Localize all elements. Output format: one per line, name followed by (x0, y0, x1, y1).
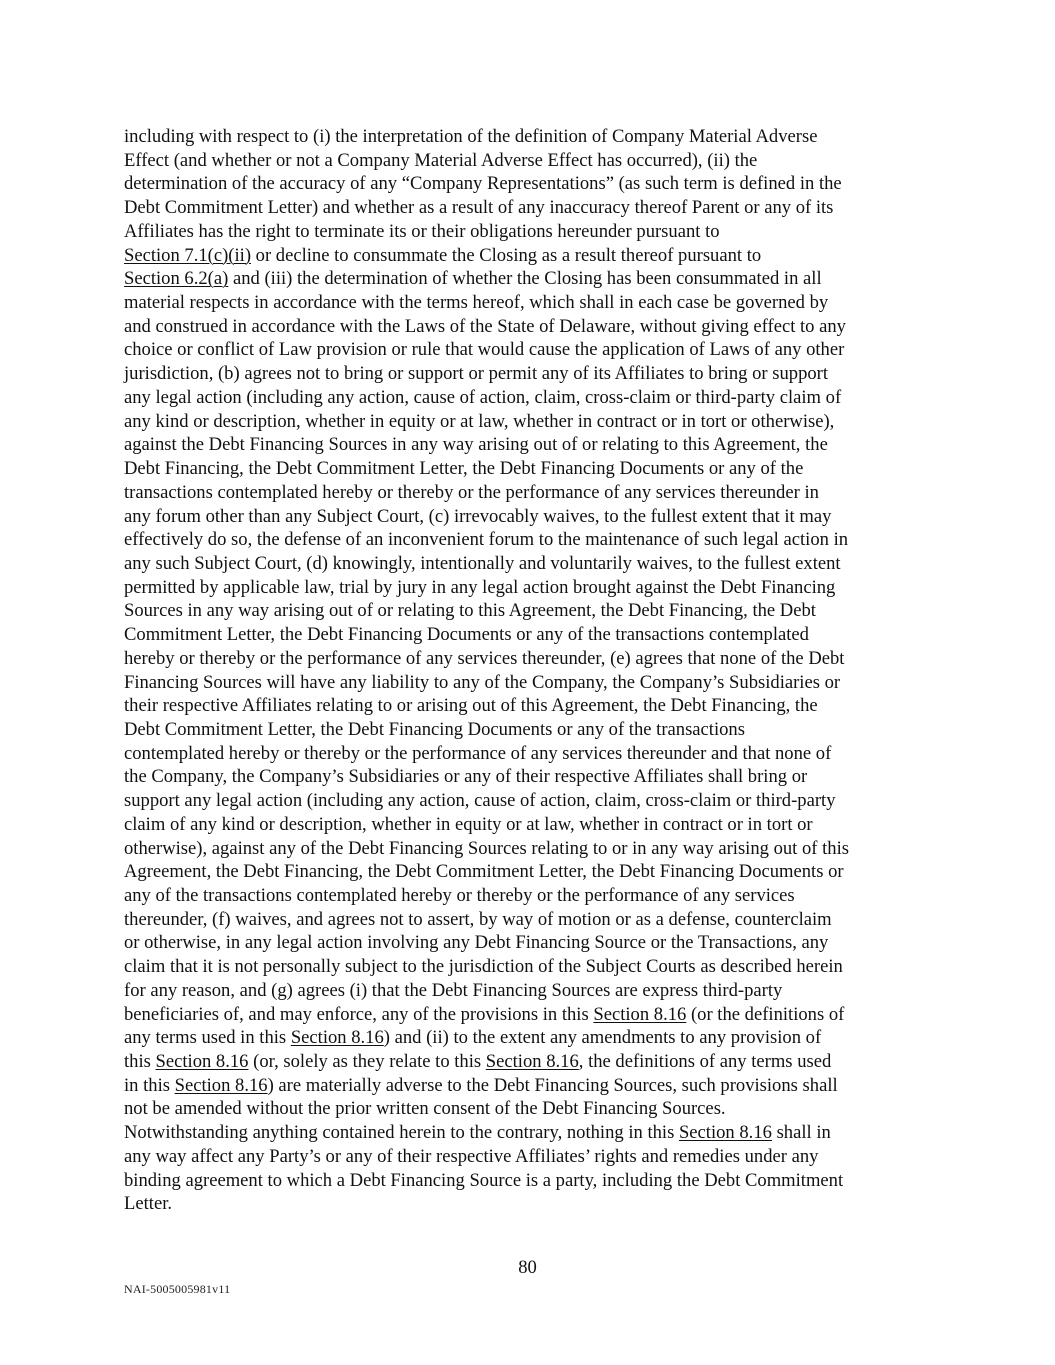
text-line (124, 742, 939, 766)
text-run: any kind or description, whether in equity or at law, whether in contract or in tort or otherwise), (124, 410, 835, 432)
text-line (124, 908, 939, 932)
text-run: binding agreement to which a Debt Financing Source is a party, including the Debt Commitment (124, 1169, 844, 1191)
text-line (124, 931, 939, 955)
text-line (124, 576, 939, 600)
text-line (124, 481, 939, 505)
text-line (124, 1097, 939, 1121)
text-run: Effect (and whether or not a Company Material Adverse Effect has occurred), (ii) the (124, 149, 758, 171)
text-line (124, 718, 939, 742)
text-run: for any reason, and (g) agrees (i) that the Debt Financing Sources are express third-party (124, 979, 783, 1001)
text-run: Debt Commitment Letter, the Debt Financing Documents or any of the transactions (124, 718, 745, 740)
text-run: permitted by applicable law, trial by jury in any legal action brought against the Debt Financing (124, 576, 836, 598)
text-run: (or, solely as they relate to this (248, 1051, 486, 1073)
text-line (124, 433, 939, 457)
text-run: any terms used in this (124, 1027, 291, 1049)
text-run: or decline to consummate the Closing as a result thereof pursuant to (251, 244, 762, 266)
text-line (124, 694, 939, 718)
text-line (124, 979, 939, 1003)
text-line (124, 528, 939, 552)
section-reference-link[interactable]: Section 8.16 (485, 1051, 579, 1073)
text-line (124, 552, 939, 576)
text-run: in this (124, 1074, 175, 1096)
text-run: choice or conflict of Law provision or rule that would cause the application of Laws of any other (124, 339, 845, 361)
body-paragraph (124, 125, 939, 1216)
text-run: support any legal action (including any action, cause of action, claim, cross-claim or third-party (124, 790, 836, 812)
text-run: otherwise), against any of the Debt Financing Sources relating to or in any way arising out of this (124, 837, 849, 859)
text-run: claim of any kind or description, whether in equity or at law, whether in contract or in tort or (124, 813, 813, 835)
text-line (124, 599, 939, 623)
text-line (124, 125, 939, 149)
text-line (124, 1026, 939, 1050)
text-line (124, 1192, 939, 1216)
text-line (124, 220, 939, 244)
text-run: Notwithstanding anything contained herein to the contrary, nothing in this (124, 1122, 679, 1144)
section-reference-link[interactable]: Section 8.16 (678, 1122, 772, 1144)
text-line (124, 291, 939, 315)
text-run: determination of the accuracy of any “Company Representations” (as such term is defined in the (124, 173, 842, 195)
text-run: claim that it is not personally subject to the jurisdiction of the Subject Courts as described herein (124, 956, 843, 978)
text-run: material respects in accordance with the terms hereof, which shall in each case be governed by (124, 292, 829, 314)
text-run: transactions contemplated hereby or thereby or the performance of any services thereunder in (124, 481, 819, 503)
text-run: Letter. (124, 1193, 173, 1215)
text-run: including with respect to (i) the interpretation of the definition of Company Material Adverse (124, 126, 818, 147)
text-run: their respective Affiliates relating to or arising out of this Agreement, the Debt Financing, the (124, 695, 818, 717)
text-run: ) are materially adverse to the Debt Financing Sources, such provisions shall (267, 1074, 838, 1096)
section-reference-link[interactable]: Section 7.1(c)(ii) (124, 244, 252, 266)
section-reference-link[interactable]: Section 6.2(a) (124, 268, 229, 290)
text-line (124, 765, 939, 789)
text-run: shall in (771, 1122, 831, 1144)
text-line (124, 813, 939, 837)
text-run: this (124, 1051, 156, 1073)
text-run: , the definitions of any terms used (578, 1051, 832, 1073)
text-run: thereunder, (f) waives, and agrees not to assert, by way of motion or as a defense, counterclaim (124, 908, 832, 930)
text-run: Debt Commitment Letter) and whether as a result of any inaccuracy thereof Parent or any of its (124, 197, 834, 219)
text-line (124, 884, 939, 908)
text-line (124, 1050, 939, 1074)
text-run: or otherwise, in any legal action involving any Debt Financing Source or the Transactions, any (124, 932, 829, 954)
text-line (124, 647, 939, 671)
text-run: any such Subject Court, (d) knowingly, intentionally and voluntarily waives, to the fullest extent (124, 552, 841, 574)
text-line (124, 172, 939, 196)
text-run: (or the definitions of (686, 1003, 845, 1025)
text-run: contemplated hereby or thereby or the performance of any services thereunder and that none of (124, 742, 832, 764)
text-run: beneficiaries of, and may enforce, any of the provisions in this (124, 1003, 594, 1025)
text-line (124, 1145, 939, 1169)
text-line (124, 386, 939, 410)
text-line (124, 505, 939, 529)
text-line (124, 789, 939, 813)
text-run: ) and (ii) to the extent any amendments to any provision of (383, 1027, 822, 1049)
text-run: not be amended without the prior written consent of the Debt Financing Sources. (124, 1098, 726, 1120)
section-reference-link[interactable]: Section 8.16 (290, 1027, 384, 1049)
text-line (124, 244, 939, 268)
text-line (124, 1003, 939, 1027)
text-run: the Company, the Company’s Subsidiaries or any of their respective Affiliates shall bring or (124, 766, 808, 788)
text-run: Affiliates has the right to terminate its or their obligations hereunder pursuant to (124, 220, 720, 242)
text-run: Financing Sources will have any liability to any of the Company, the Company’s Subsidiaries or (124, 671, 841, 693)
text-line (124, 196, 939, 220)
text-line (124, 1074, 939, 1098)
section-reference-link[interactable]: Section 8.16 (174, 1074, 268, 1096)
page-number: 80 (518, 1257, 537, 1278)
text-line (124, 671, 939, 695)
text-line (124, 149, 939, 173)
text-line (124, 860, 939, 884)
text-line (124, 410, 939, 434)
text-run: and (iii) the determination of whether the Closing has been consummated in all (228, 268, 822, 290)
text-line (124, 362, 939, 386)
text-run: any legal action (including any action, cause of action, claim, cross-claim or third-party claim of (124, 386, 842, 408)
text-run: any of the transactions contemplated hereby or thereby or the performance of any services (124, 885, 795, 906)
document-id: NAI-5005005981v11 (124, 1282, 231, 1296)
text-run: against the Debt Financing Sources in any way arising out of or relating to this Agreement, the (124, 434, 828, 456)
text-line (124, 1169, 939, 1193)
text-run: Agreement, the Debt Financing, the Debt Commitment Letter, the Debt Financing Documents or (124, 861, 844, 883)
text-line (124, 955, 939, 979)
text-run: jurisdiction, (b) agrees not to bring or support or permit any of its Affiliates to bring or support (124, 363, 829, 385)
text-run: hereby or thereby or the performance of any services thereunder, (e) agrees that none of the Debt (124, 647, 845, 669)
text-run: and construed in accordance with the Laws of the State of Delaware, without giving effect to any (124, 315, 846, 337)
text-line (124, 267, 939, 291)
section-reference-link[interactable]: Section 8.16 (593, 1003, 687, 1025)
text-run: Commitment Letter, the Debt Financing Documents or any of the transactions contemplated (124, 624, 809, 646)
section-reference-link[interactable]: Section 8.16 (155, 1051, 249, 1073)
text-run: Sources in any way arising out of or relating to this Agreement, the Debt Financing, the Debt (124, 600, 816, 622)
text-run: any forum other than any Subject Court, (c) irrevocably waives, to the fullest extent that it may (124, 505, 832, 527)
text-run: effectively do so, the defense of an inconvenient forum to the maintenance of such legal action in (124, 529, 849, 551)
text-run: Debt Financing, the Debt Commitment Letter, the Debt Financing Documents or any of the (124, 458, 804, 480)
text-line (124, 457, 939, 481)
text-line (124, 315, 939, 339)
text-line (124, 837, 939, 861)
text-line (124, 623, 939, 647)
text-run: any way affect any Party’s or any of their respective Affiliates’ rights and remedies under any (124, 1145, 819, 1167)
text-line (124, 338, 939, 362)
text-line (124, 1121, 939, 1145)
